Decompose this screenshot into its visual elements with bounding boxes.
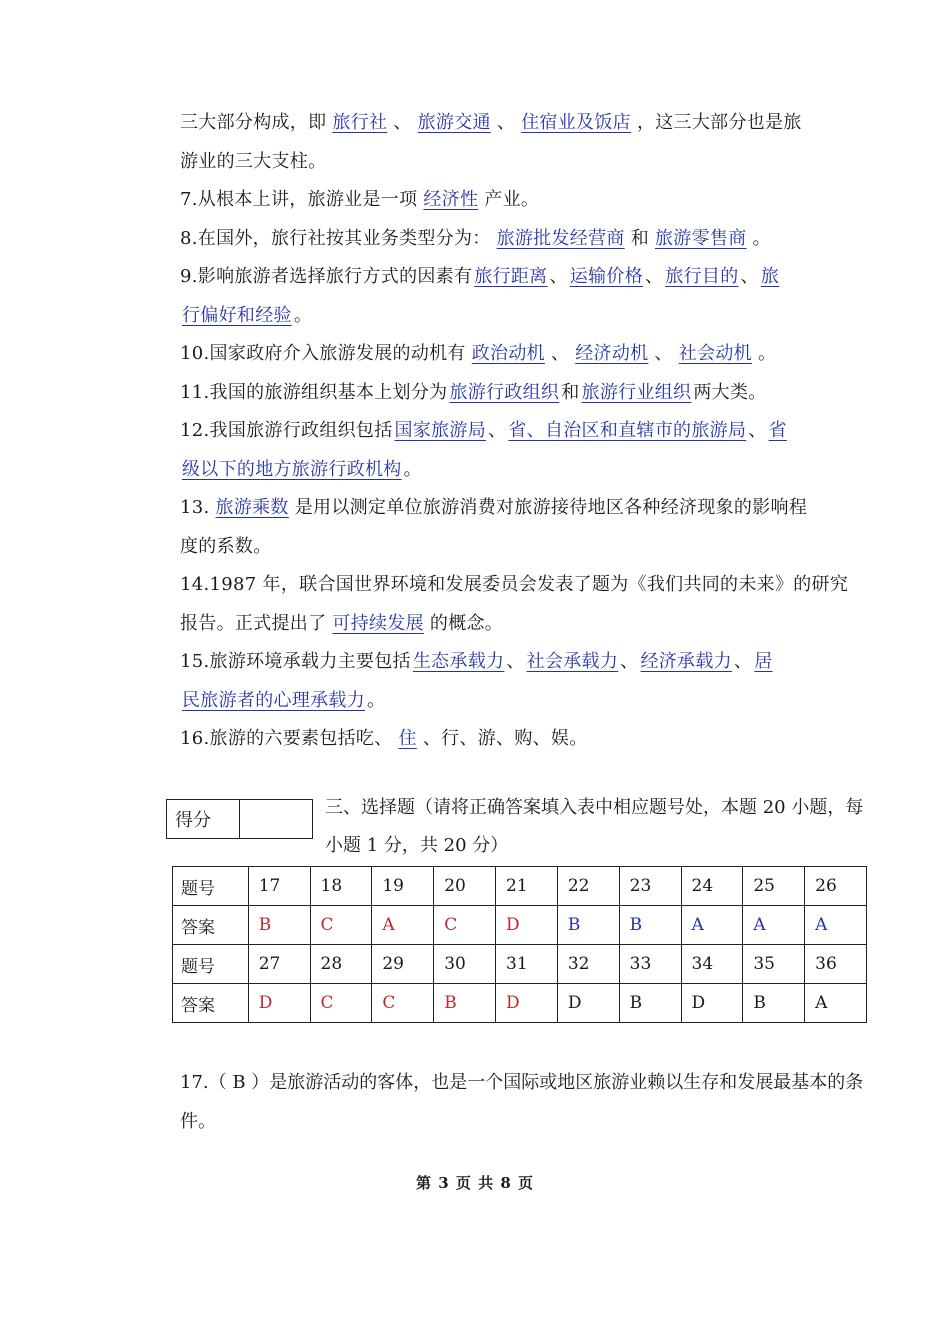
answer-blank: 级以下的地方旅游行政机构 (182, 458, 402, 480)
text: 9.影响旅游者选择旅行方式的因素有 (180, 266, 473, 287)
text: 、 (654, 343, 673, 364)
text: 产业。 (484, 189, 540, 210)
line-q13 (180, 489, 870, 528)
text: 。 (293, 304, 313, 326)
line-q14-end (180, 605, 870, 644)
question-number: 27 (248, 945, 310, 984)
table-row (173, 945, 867, 984)
line-q9 (180, 258, 870, 297)
row-header: 题号 (173, 945, 249, 984)
answer-cell: A (805, 984, 867, 1023)
question-number: 31 (496, 945, 558, 984)
question-number: 32 (557, 945, 619, 984)
answer-cell: A (805, 906, 867, 945)
text: ，这三大部分也是旅 (636, 112, 802, 133)
text: 11.我国的旅游组织基本上划分为 (180, 381, 448, 403)
line-q12 (180, 412, 870, 451)
line-q6-end (180, 143, 870, 182)
answer-cell: C (434, 906, 496, 945)
text: 、 (506, 651, 525, 672)
answer-cell: B (619, 984, 681, 1023)
question-number: 36 (805, 945, 867, 984)
line-q12-end (180, 451, 870, 490)
text: 、 (620, 651, 639, 672)
question-number: 18 (310, 867, 372, 906)
text: 是用以测定单位旅游消费对旅游接待地区各种经济现象的影响程 (294, 497, 808, 518)
answer-table (172, 866, 867, 1023)
answer-blank: 居 (754, 651, 773, 672)
answer-cell: C (310, 906, 372, 945)
answer-cell: C (310, 984, 372, 1023)
question-number: 21 (496, 867, 558, 906)
question-number: 33 (619, 945, 681, 984)
question-number: 24 (681, 867, 743, 906)
answer-cell: B (619, 906, 681, 945)
row-header: 答案 (173, 984, 249, 1023)
score-box (166, 799, 313, 839)
answer-blank: 旅行目的 (665, 266, 739, 287)
answer-cell: B (434, 984, 496, 1023)
text: 8.在国外，旅行社按其业务类型分为： (180, 227, 491, 249)
table-row (173, 984, 867, 1023)
text: 两大类。 (693, 381, 767, 403)
answer-blank: 旅游行政组织 (449, 381, 560, 403)
score-value (240, 799, 313, 838)
section-title: 三、选择题（请将正确答案填入表中相应题号处，本题 20 小题，每小题 1 分，共 20 分） (325, 796, 864, 856)
answer-blank: 经济动机 (575, 343, 649, 364)
question-number: 17 (248, 867, 310, 906)
question-number: 30 (434, 945, 496, 984)
question-number: 35 (743, 945, 805, 984)
text: 14.1987 年，联合国世界环境和发展委员会发表了题为《我们共同的未来》的研究 (180, 574, 849, 595)
text: 和 (561, 381, 580, 403)
answer-blank: 省 (768, 420, 787, 441)
question-number: 34 (681, 945, 743, 984)
answer-cell: D (496, 906, 558, 945)
answer-blank: 住宿业及饭店 (521, 112, 631, 133)
answer-blank: 旅游批发经营商 (496, 227, 625, 249)
line-q16 (180, 720, 870, 759)
question-number: 23 (619, 867, 681, 906)
answer-blank: 民旅游者的心理承载力 (182, 689, 365, 711)
text: 、 (488, 420, 507, 441)
answer-blank: 社会承载力 (526, 651, 619, 672)
answer-blank: 旅 (760, 266, 780, 287)
answer-cell: A (372, 906, 434, 945)
answer-blank: 旅游乘数 (215, 497, 289, 518)
section-header (175, 789, 870, 869)
answer-blank: 经济性 (423, 189, 479, 210)
line-q13-end (180, 528, 870, 567)
text: 、 (393, 112, 412, 133)
question-number: 19 (372, 867, 434, 906)
text: 13. (180, 497, 210, 518)
line-q8 (180, 220, 870, 259)
table-row (173, 906, 867, 945)
answer-blank: 行偏好和经验 (182, 304, 292, 326)
text: 16.旅游的六要素包括吃、 (180, 728, 393, 749)
text: 三大部分构成，即 (180, 112, 327, 133)
answer-blank: 旅行社 (332, 112, 388, 133)
line-q9-end (180, 297, 870, 336)
row-header: 题号 (173, 867, 249, 906)
text: 、 (733, 651, 753, 672)
text: 15.旅游环境承载力主要包括 (180, 651, 411, 672)
fill-in-section (175, 104, 870, 869)
answer-cell: D (557, 984, 619, 1023)
line-q7 (180, 181, 870, 220)
answer-cell: A (681, 906, 743, 945)
text: 报告。正式提出了 (180, 612, 327, 634)
text: 。 (403, 458, 422, 480)
answer-cell: C (372, 984, 434, 1023)
text: 度的系数。 (180, 535, 272, 557)
question-number: 29 (372, 945, 434, 984)
answer-cell: D (496, 984, 558, 1023)
text: 、 (740, 266, 759, 287)
answer-cell: A (743, 906, 805, 945)
question-number: 22 (557, 867, 619, 906)
page-footer: 第 3 页 共 8 页 (416, 1174, 534, 1192)
text: 。 (757, 343, 777, 364)
question-17: 17.（ B ）是旅游活动的客体，也是一个国际或地区旅游业赖以生存和发展最基本的条件。 (180, 1072, 864, 1132)
text: 、 (550, 343, 570, 364)
score-label: 得分 (167, 799, 240, 838)
answer-blank: 可持续发展 (332, 612, 424, 634)
spacer (180, 759, 870, 789)
table-row (173, 867, 867, 906)
answer-blank: 省、自治区和直辖市的旅游局 (508, 420, 747, 441)
answer-cell: B (248, 906, 310, 945)
text: 。 (367, 689, 386, 711)
answer-blank: 住 (398, 728, 417, 749)
answer-cell: B (743, 984, 805, 1023)
answer-cell: D (248, 984, 310, 1023)
answer-blank: 旅行距离 (474, 266, 548, 287)
text: 、行、游、购、娱。 (422, 728, 588, 749)
text: 、 (645, 266, 664, 287)
question-number: 25 (743, 867, 805, 906)
text: 的概念。 (429, 612, 504, 634)
answer-blank: 运输价格 (569, 266, 643, 287)
text: 、 (549, 266, 568, 287)
answer-cell: B (557, 906, 619, 945)
question-number: 26 (805, 867, 867, 906)
row-header: 答案 (173, 906, 249, 945)
answer-blank: 旅游零售商 (655, 227, 747, 249)
answer-blank: 生态承载力 (412, 651, 505, 672)
line-q10 (180, 335, 870, 374)
text: 7.从根本上讲，旅游业是一项 (180, 189, 418, 210)
line-q6-cont (180, 104, 870, 143)
answer-blank: 国家旅游局 (394, 420, 487, 441)
answer-blank: 社会动机 (678, 343, 752, 364)
text: 、 (496, 112, 516, 133)
text: 和 (630, 227, 649, 249)
question-number: 28 (310, 945, 372, 984)
line-q15 (180, 643, 870, 682)
line-q15-end (180, 682, 870, 721)
line-q11 (180, 374, 870, 413)
text: 12.我国旅游行政组织包括 (180, 420, 393, 441)
answer-blank: 旅游行业组织 (581, 381, 692, 403)
line-q14 (180, 566, 870, 605)
answer-blank: 政治动机 (471, 343, 545, 364)
text: 。 (752, 227, 771, 249)
answer-cell: D (681, 984, 743, 1023)
text: 游业的三大支柱。 (180, 150, 327, 172)
question-number: 20 (434, 867, 496, 906)
text: 、 (748, 420, 767, 441)
answer-blank: 经济承载力 (640, 651, 732, 672)
answer-blank: 旅游交通 (417, 112, 491, 133)
text: 10.国家政府介入旅游发展的动机有 (180, 343, 466, 364)
